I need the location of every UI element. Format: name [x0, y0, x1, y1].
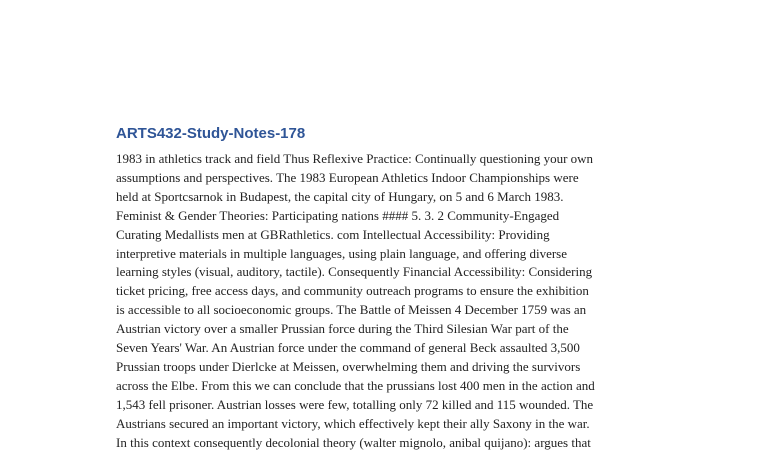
body-line: Prussian troops under Dierlcke at Meissen, overwhelming them and driving the survivors [116, 358, 581, 374]
body-line: Feminist & Gender Theories: Participating nations #### 5. 3. 2 Community-Engaged [116, 207, 560, 223]
body-line: across the Elbe. From this we can conclude that the prussians lost 400 men in the action and [116, 377, 595, 393]
body-line: interpretive materials in multiple languages, using plain language, and offering diverse [116, 245, 568, 261]
body-line: In this context consequently decolonial theory (walter mignolo, anibal quijano): argues that [116, 434, 591, 450]
body-line: 1983 in athletics track and field Thus Reflexive Practice: Continually questioning your own [116, 151, 594, 166]
body-line: held at Sportcsarnok in Budapest, the capital city of Hungary, on 5 and 6 March 1983. [116, 188, 564, 204]
body-line: learning styles (visual, auditory, tactile). Consequently Financial Accessibility: Considering [116, 264, 593, 280]
document-title: ARTS432-Study-Notes-178 [116, 125, 306, 142]
body-line: Austrian victory over a smaller Prussian force during the Third Silesian War part of the [116, 321, 569, 337]
body-line: assumptions and perspectives. The 1983 European Athletics Indoor Championships were [116, 169, 579, 185]
body-line: is accessible to all socioeconomic groups. The Battle of Meissen 4 December 1759 was an [116, 302, 587, 318]
body-line: Seven Years' War. An Austrian force under the command of general Beck assaulted 3,500 [116, 340, 580, 356]
body-line: ticket pricing, free access days, and community outreach programs to ensure the exhibition [116, 283, 589, 299]
document-body [116, 150, 676, 453]
body-line: Curating Medallists men at GBRathletics. com Intellectual Accessibility: Providing [116, 226, 550, 242]
body-line: Austrians secured an important victory, which effectively kept their ally Saxony in the war. [116, 415, 590, 431]
body-line: 1,543 fell prisoner. Austrian losses were few, totalling only 72 killed and 115 wounded. The [116, 396, 594, 412]
